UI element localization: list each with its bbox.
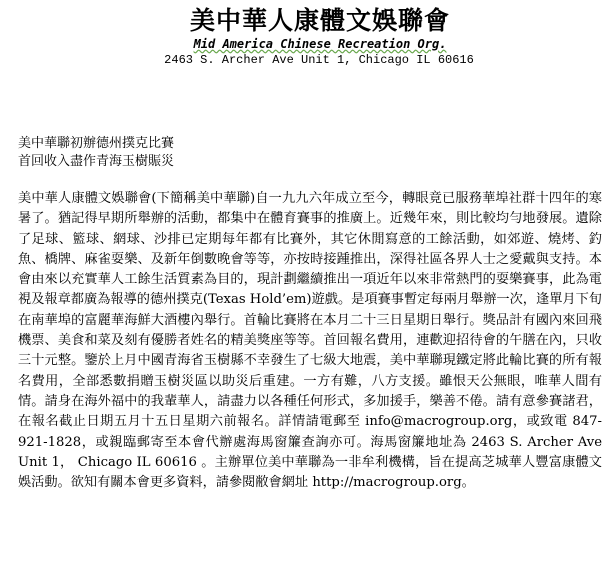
org-name-english: Mid America Chinese Recreation Org. xyxy=(193,37,447,51)
org-address: 2463 S. Archer Ave Unit 1, Chicago IL 60616 xyxy=(164,53,474,67)
article-body-paragraph: 美中華人康體文娛聯會(下簡稱美中華聯)自一九九六年成立至今，轉眼竟已服務華埠社群十四年的寒暑了。猶記得早期所舉辦的活動，都集中在體育賽事的推廣上。近幾年來，則比較均勻地發展。遺除了足球、籃球、網球、沙排已定期每年都有比賽外，其它休閒寫意的工餘活動，如郊遊、燒烤、釣魚、橋牌、麻雀耍樂、及新年倒數晚會等等，亦按時接踵推出，深得社區各界人士之愛戴與支持。本會由來以充實華人工餘生活質素為目的，現計劃繼續推出一項近年以來非常熱門的耍樂賽事，此為電視及報章都廣為報導的德州撲克(Texas Hold’em)遊戲。是項賽事暫定每兩月舉辦一次，逢單月下旬在南華埠的富麗華海鮮大酒樓內舉行。首輪比賽將在本月二十三日星期日舉行。獎品計有國內來回飛機票、美食和菜及刻有優勝者姓名的精美獎座等等。首回報名費用，連歡迎招待會的午膳在內，只收三十元整。鑒於上月中國青海省玉樹縣不幸發生了七級大地震，美中華聯現鐵定將此輪比賽的所有報名費用，全部悉數捐贈玉樹災區以助災后重建。一方有難，八方支援。雖恨天公無眼，唯華人間有情。請身在海外福中的我輩華人，請盡力以各種任何形式，多加援手，樂善不倦。請有意參賽諸君，在報名截止日期五月十五日星期六前報名。詳情請電郵至 info@macrogroup.org，或致電 847-921-1828，或親臨郵寄至本會代辦處海馬窗簾查詢亦可。海馬窗簾地址為 2463 S. Archer Ave Unit 1， Chicago IL 60616 。主辦單位美中華聯為一非牟利機構，旨在提高芝城華人豐富康體文娛活動。欲知有關本會更多資料，請參閱敝會網址 http://macrogroup.org。 xyxy=(18,191,602,491)
article-headline xyxy=(18,135,598,171)
headline-line-1: 美中華聯初辦德州撲克比賽 xyxy=(18,136,175,151)
headline-line-2: 首回收入盡作青海玉樹賑災 xyxy=(18,154,175,169)
letterhead xyxy=(0,6,614,68)
org-name-chinese: 美中華人康體文娛聯會 xyxy=(189,6,450,35)
